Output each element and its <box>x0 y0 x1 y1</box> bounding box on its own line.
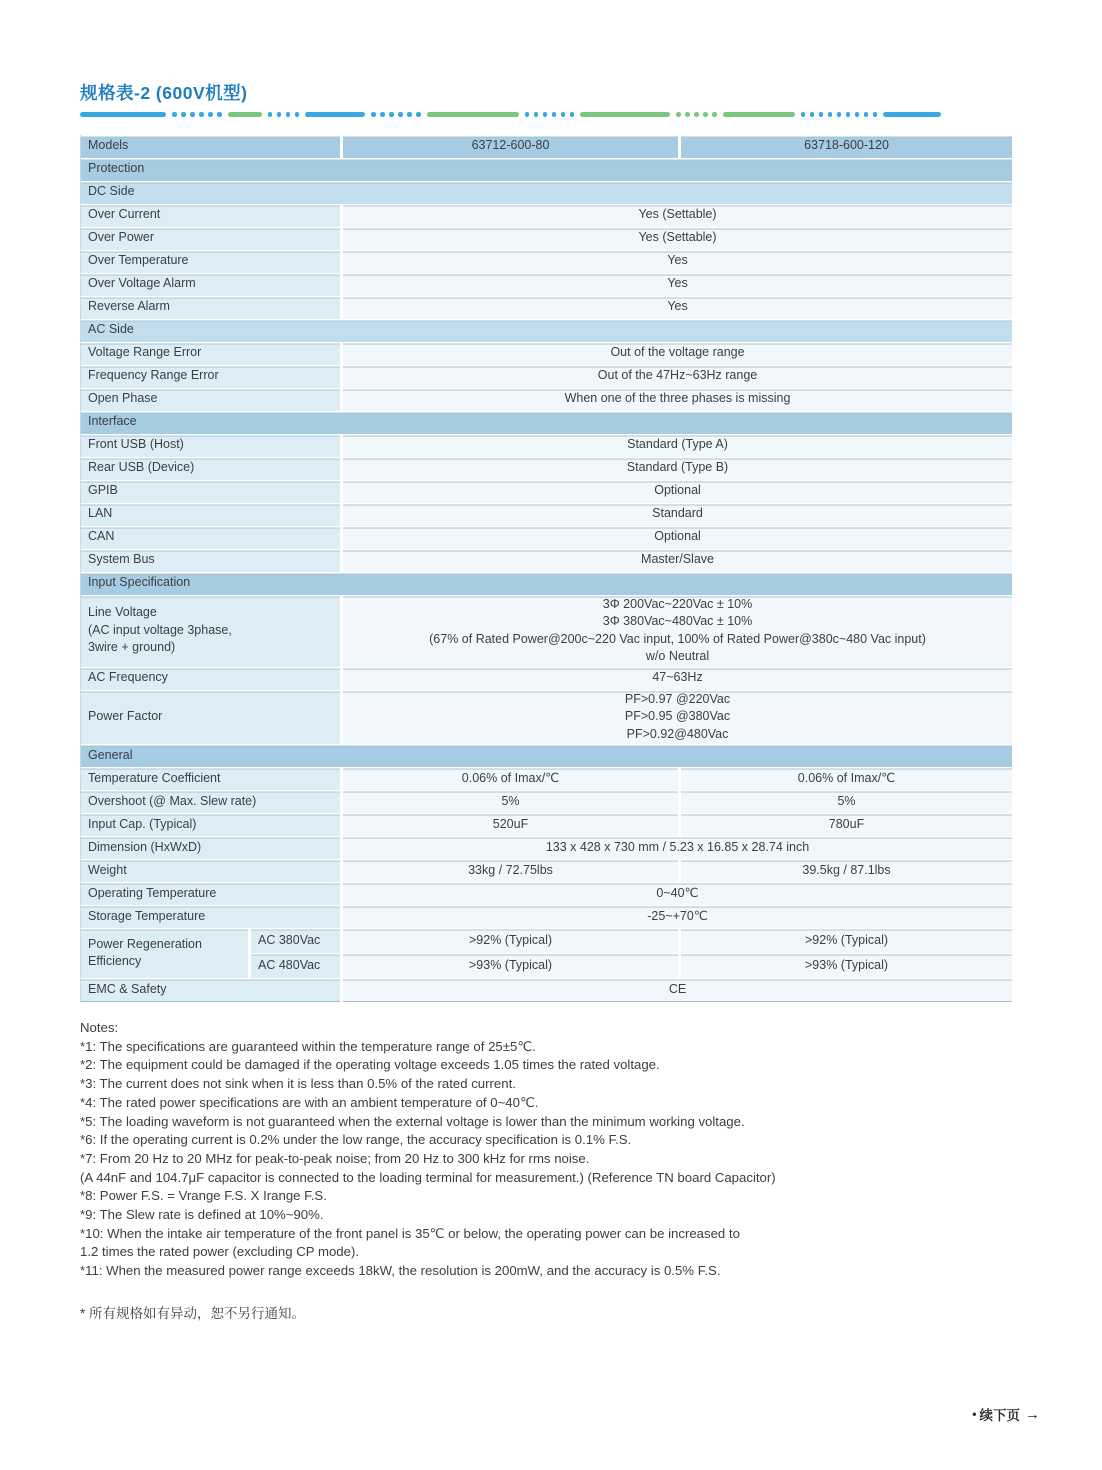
row-label-cell: Input Cap. (Typical) <box>81 813 342 836</box>
divider-dot <box>828 112 833 117</box>
row-value-cell: 0~40℃ <box>342 882 1014 905</box>
row-value-cell: 39.5kg / 87.1lbs <box>680 859 1014 882</box>
divider-dot <box>190 112 195 117</box>
row-label-cell: Frequency Range Error <box>81 365 342 388</box>
row-value-cell: 780uF <box>680 813 1014 836</box>
section-header-cell: Protection <box>81 158 1014 181</box>
row-label-cell: Power Regeneration Efficiency <box>81 928 250 978</box>
table-row <box>81 181 1014 204</box>
divider-dot <box>181 112 186 117</box>
section-header-cell: Input Specification <box>81 572 1014 595</box>
disclaimer: * 所有规格如有异动，恕不另行通知。 <box>80 1305 306 1321</box>
note-line: *11: When the measured power range exceeds 18kW, the resolution is 200mW, and the accuracy is 0.5% F.S. <box>80 1263 721 1279</box>
row-value-cell: Yes (Settable) <box>342 204 1014 227</box>
row-label-cell: System Bus <box>81 549 342 572</box>
divider-dot <box>277 112 282 117</box>
spec-table-body <box>81 135 1014 1002</box>
table-row <box>81 790 1014 813</box>
table-row <box>81 526 1014 549</box>
row-label-cell: Storage Temperature <box>81 905 342 928</box>
row-value-cell: Yes <box>342 296 1014 319</box>
row-label-cell: Reverse Alarm <box>81 296 342 319</box>
divider-dots <box>268 112 300 117</box>
divider-dot <box>694 112 699 117</box>
divider-dot <box>407 112 412 117</box>
row-value-cell: >93% (Typical) <box>680 953 1014 978</box>
row-value-cell: 33kg / 72.75lbs <box>342 859 680 882</box>
row-value-cell: >93% (Typical) <box>342 953 680 978</box>
divider-dot <box>801 112 806 117</box>
divider-bar <box>580 112 670 117</box>
row-label-cell: Line Voltage (AC input voltage 3phase, 3wire + ground) <box>81 595 342 667</box>
row-value-cell: Yes (Settable) <box>342 227 1014 250</box>
table-row <box>81 204 1014 227</box>
divider-dot <box>416 112 421 117</box>
note-line: *8: Power F.S. = Vrange F.S. X Irange F.S. <box>80 1188 327 1204</box>
row-value-cell: Optional <box>342 480 1014 503</box>
row-label-cell: LAN <box>81 503 342 526</box>
table-row <box>81 250 1014 273</box>
table-row <box>81 296 1014 319</box>
row-label-cell: Weight <box>81 859 342 882</box>
divider-dot <box>217 112 222 117</box>
table-row <box>81 503 1014 526</box>
row-value-cell: 0.06% of Imax/℃ <box>342 767 680 790</box>
divider-dot <box>286 112 291 117</box>
model-name-cell: 63718-600-120 <box>680 135 1014 158</box>
section-header-cell: General <box>81 744 1014 767</box>
bullet-icon: • <box>972 1407 977 1421</box>
table-row <box>81 667 1014 690</box>
row-value-cell: Standard (Type A) <box>342 434 1014 457</box>
row-value-cell: PF>0.97 @220Vac PF>0.95 @380Vac PF>0.92@480Vac <box>342 690 1014 745</box>
table-row <box>81 690 1014 745</box>
table-row <box>81 549 1014 572</box>
row-value-cell: 47~63Hz <box>342 667 1014 690</box>
table-row <box>81 836 1014 859</box>
row-value-cell: Out of the 47Hz~63Hz range <box>342 365 1014 388</box>
note-line: *3: The current does not sink when it is less than 0.5% of the rated current. <box>80 1076 516 1092</box>
table-row <box>81 273 1014 296</box>
table-row <box>81 978 1014 1002</box>
divider-dot <box>380 112 385 117</box>
note-line: *10: When the intake air temperature of the front panel is 35℃ or below, the operating power can be increased to <box>80 1225 740 1241</box>
row-label-cell: Over Power <box>81 227 342 250</box>
table-row <box>81 744 1014 767</box>
row-label-cell: Over Voltage Alarm <box>81 273 342 296</box>
table-row <box>81 227 1014 250</box>
notes-heading: Notes: <box>80 1020 119 1035</box>
sub-label-cell: AC 380Vac <box>250 928 342 953</box>
table-row <box>81 480 1014 503</box>
row-label-cell: AC Frequency <box>81 667 342 690</box>
row-label-cell: Temperature Coefficient <box>81 767 342 790</box>
row-label-cell: CAN <box>81 526 342 549</box>
row-value-cell: CE <box>342 978 1014 1002</box>
divider-dot <box>398 112 403 117</box>
row-label-cell: Operating Temperature <box>81 882 342 905</box>
row-value-cell: Yes <box>342 273 1014 296</box>
spec-table <box>80 135 1015 1003</box>
row-label-cell: Front USB (Host) <box>81 434 342 457</box>
table-row <box>81 882 1014 905</box>
note-line: *5: The loading waveform is not guaranteed when the external voltage is lower than the minimum working voltage. <box>80 1113 745 1129</box>
model-name-cell: 63712-600-80 <box>342 135 680 158</box>
note-line: *7: From 20 Hz to 20 MHz for peak-to-peak noise; from 20 Hz to 300 kHz for rms noise. <box>80 1150 590 1166</box>
note-line: (A 44nF and 104.7μF capacitor is connected to the loading terminal for measurement.) (Reference TN board Capacitor) <box>80 1169 776 1185</box>
note-line: *4: The rated power specifications are with an ambient temperature of 0~40℃. <box>80 1094 539 1110</box>
sub-label-cell: AC 480Vac <box>250 953 342 978</box>
row-value-cell: >92% (Typical) <box>680 928 1014 953</box>
row-value-cell: Master/Slave <box>342 549 1014 572</box>
row-value-cell: 3Φ 200Vac~220Vac ± 10% 3Φ 380Vac~480Vac ± 10% (67% of Rated Power@200c~220 Vac input, 100% of Rated Power@380c~480 Vac input) w/o Neutral <box>342 595 1014 667</box>
divider-bar <box>305 112 365 117</box>
divider-dot <box>864 112 869 117</box>
table-row <box>81 319 1014 342</box>
footer-label: 续下页 <box>979 1408 1020 1423</box>
page-title: 规格表-2 (600V机型) <box>80 83 248 103</box>
note-line: *1: The specifications are guaranteed within the temperature range of 25±5℃. <box>80 1038 536 1054</box>
table-row <box>81 928 1014 953</box>
row-value-cell: 5% <box>680 790 1014 813</box>
divider-dot <box>552 112 557 117</box>
table-row <box>81 135 1014 158</box>
divider-dot <box>295 112 300 117</box>
table-row <box>81 813 1014 836</box>
row-label-cell: Over Temperature <box>81 250 342 273</box>
divider-bar <box>228 112 262 117</box>
subsection-header-cell: AC Side <box>81 319 1014 342</box>
row-value-cell: -25~+70℃ <box>342 905 1014 928</box>
divider-dot <box>371 112 376 117</box>
divider-dot <box>712 112 717 117</box>
row-label-cell: Dimension (HxWxD) <box>81 836 342 859</box>
row-label-cell: Rear USB (Device) <box>81 457 342 480</box>
divider-bar <box>427 112 519 117</box>
divider-dot <box>525 112 530 117</box>
row-value-cell: Standard <box>342 503 1014 526</box>
row-value-cell: Standard (Type B) <box>342 457 1014 480</box>
note-line: *9: The Slew rate is defined at 10%~90%. <box>80 1207 324 1223</box>
row-value-cell: 520uF <box>342 813 680 836</box>
note-line: *2: The equipment could be damaged if the operating voltage exceeds 1.05 times the rated voltage. <box>80 1057 660 1073</box>
divider-dot <box>543 112 548 117</box>
table-row <box>81 411 1014 434</box>
divider-dot <box>199 112 204 117</box>
divider-dot <box>810 112 815 117</box>
footer-continued <box>972 1404 1040 1424</box>
row-value-cell: Optional <box>342 526 1014 549</box>
divider-bar <box>80 112 166 117</box>
row-value-cell: 5% <box>342 790 680 813</box>
row-value-cell: >92% (Typical) <box>342 928 680 953</box>
table-row <box>81 365 1014 388</box>
divider-dot <box>389 112 394 117</box>
divider-dots <box>676 112 717 117</box>
row-value-cell: Yes <box>342 250 1014 273</box>
title-divider <box>80 112 1013 117</box>
row-label-cell: Power Factor <box>81 690 342 745</box>
divider-dot <box>685 112 690 117</box>
row-label-cell: EMC & Safety <box>81 978 342 1002</box>
table-row <box>81 572 1014 595</box>
table-row <box>81 905 1014 928</box>
notes <box>80 1019 1013 1324</box>
divider-dots <box>371 112 421 117</box>
table-row <box>81 388 1014 411</box>
models-label-cell: Models <box>81 135 342 158</box>
divider-dot <box>703 112 708 117</box>
divider-dot <box>855 112 860 117</box>
divider-dot <box>172 112 177 117</box>
divider-dot <box>208 112 213 117</box>
table-row <box>81 457 1014 480</box>
row-value-cell: 133 x 428 x 730 mm / 5.23 x 16.85 x 28.74 inch <box>342 836 1014 859</box>
row-label-cell: GPIB <box>81 480 342 503</box>
page-content <box>80 0 1013 1324</box>
divider-dot <box>837 112 842 117</box>
row-label-cell: Over Current <box>81 204 342 227</box>
divider-dot <box>268 112 273 117</box>
arrow-right-icon: → <box>1025 1405 1040 1423</box>
subsection-header-cell: DC Side <box>81 181 1014 204</box>
table-row <box>81 434 1014 457</box>
row-value-cell: When one of the three phases is missing <box>342 388 1014 411</box>
table-row <box>81 595 1014 667</box>
divider-dot <box>819 112 824 117</box>
divider-dot <box>561 112 566 117</box>
row-label-cell: Voltage Range Error <box>81 342 342 365</box>
notes-lines <box>80 1038 1013 1281</box>
divider-bar <box>723 112 795 117</box>
row-value-cell: 0.06% of Imax/℃ <box>680 767 1014 790</box>
divider-dots <box>801 112 878 117</box>
table-row <box>81 342 1014 365</box>
table-row <box>81 158 1014 181</box>
divider-dots <box>525 112 575 117</box>
table-row <box>81 859 1014 882</box>
divider-dot <box>570 112 575 117</box>
note-line: 1.2 times the rated power (excluding CP mode). <box>80 1244 360 1260</box>
divider-dot <box>873 112 878 117</box>
row-value-cell: Out of the voltage range <box>342 342 1014 365</box>
table-row <box>81 767 1014 790</box>
divider-dots <box>172 112 222 117</box>
divider-bar <box>883 112 941 117</box>
divider-dot <box>676 112 681 117</box>
row-label-cell: Overshoot (@ Max. Slew rate) <box>81 790 342 813</box>
divider-dot <box>846 112 851 117</box>
section-header-cell: Interface <box>81 411 1014 434</box>
divider-dot <box>534 112 539 117</box>
note-line: *6: If the operating current is 0.2% under the low range, the accuracy specification is 0.1% F.S. <box>80 1132 632 1148</box>
row-label-cell: Open Phase <box>81 388 342 411</box>
